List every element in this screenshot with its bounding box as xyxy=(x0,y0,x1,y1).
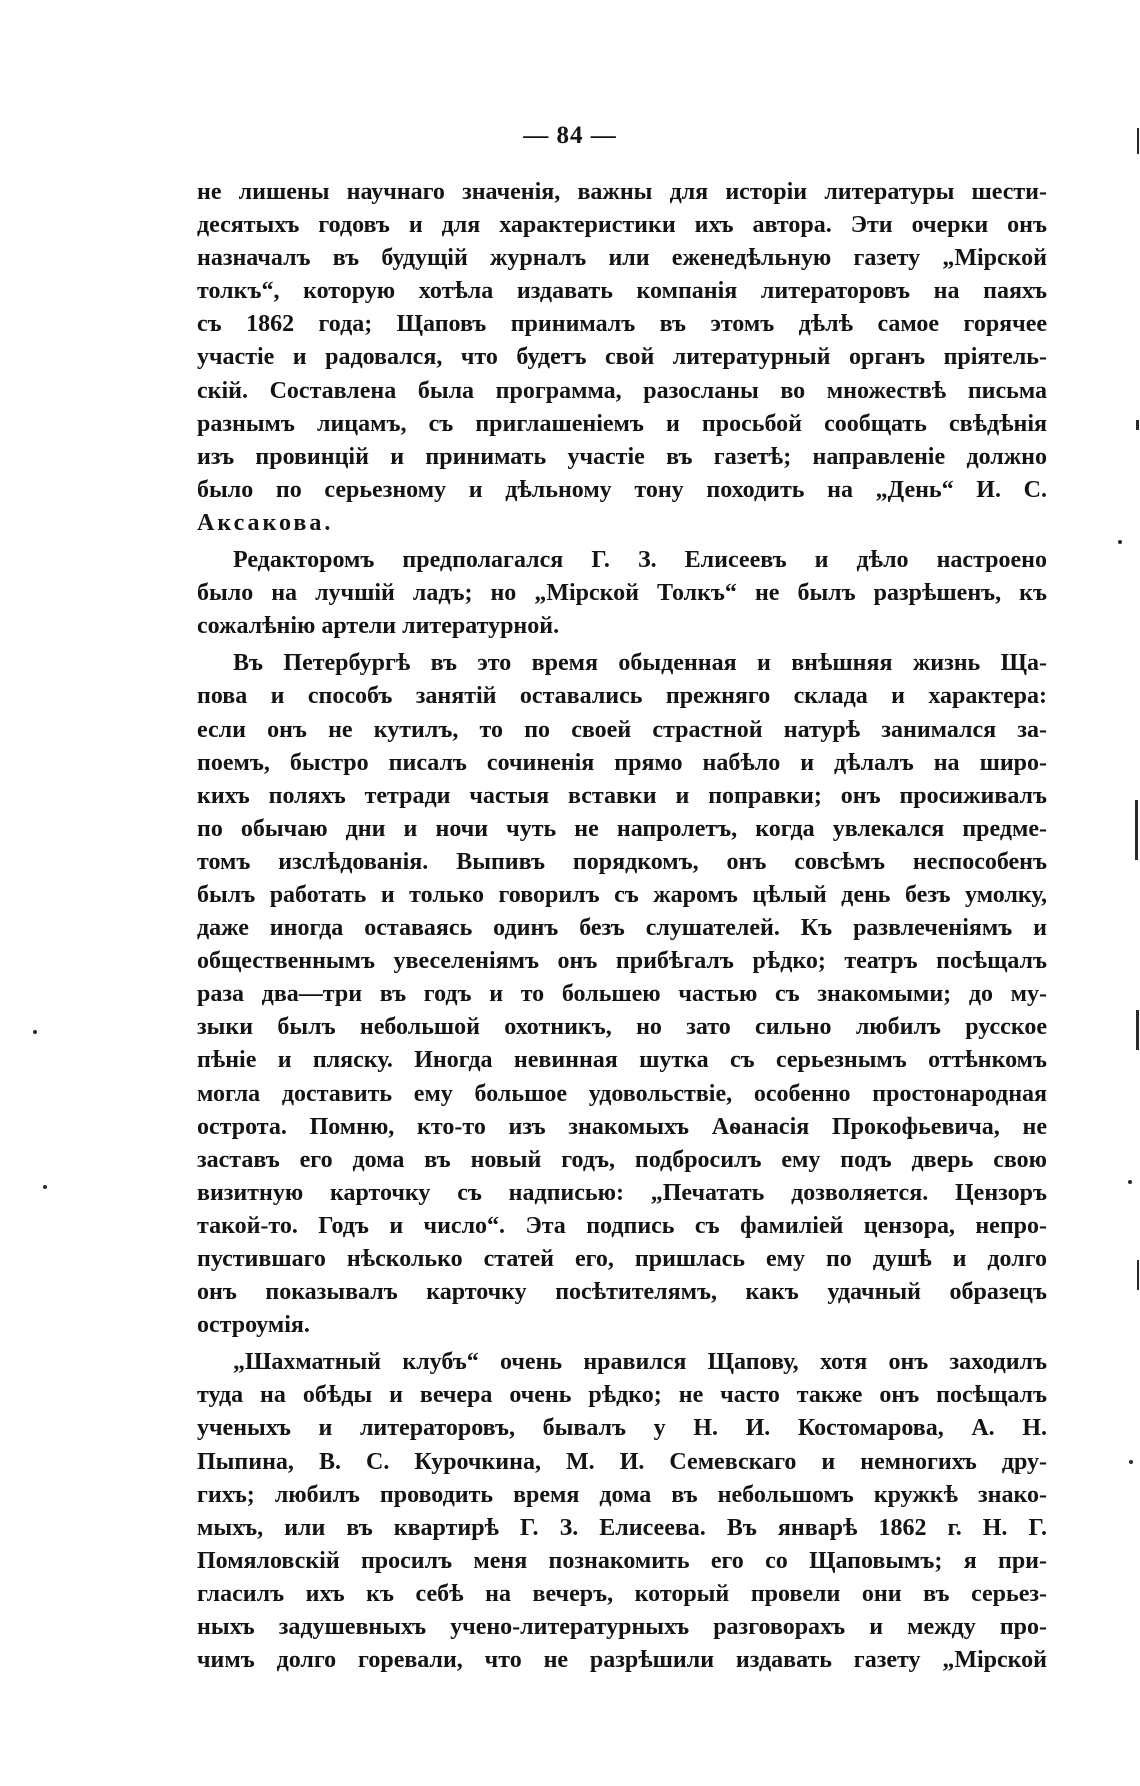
text-line: Редакторомъ предполагался Г. З. Елисеевъ и дѣло настроено xyxy=(233,547,1047,574)
text-line: зыки былъ небольшой охотникъ, но зато сильно любилъ русское xyxy=(197,1014,1047,1041)
text-line: скій. Составлена была программа, разосланы во множествѣ письма xyxy=(197,377,1047,404)
text-line: сожалѣнію артели литературной. xyxy=(197,613,560,640)
scan-edge-mark xyxy=(1136,1010,1139,1050)
text-line: Въ Петербургѣ въ это время обыденная и внѣшняя жизнь Ща- xyxy=(233,650,1047,677)
text-line: если онъ не кутилъ, то по своей страстной натурѣ занимался за- xyxy=(197,716,1047,743)
text-body xyxy=(197,176,1047,1681)
text-line: остроумія. xyxy=(197,1312,310,1339)
text-line: не лишены научнаго значенія, важны для исторіи литературы шести- xyxy=(197,179,1047,205)
paragraph xyxy=(197,544,1047,643)
text-line: изъ провинцій и принимать участіе въ газетѣ; направленіе должно xyxy=(197,443,1047,470)
text-line: пустившаго нѣсколько статей его, пришлась ему по душѣ и долго xyxy=(197,1246,1047,1272)
text-line: даже иногда оставаясь одинъ безъ слушателей. Къ развлеченіямъ и xyxy=(197,915,1047,942)
text-line: онъ показывалъ карточку посѣтителямъ, какъ удачный образецъ xyxy=(197,1279,1047,1306)
text-line: мыхъ, или въ квартирѣ Г. З. Елисеева. Въ январѣ 1862 г. Н. Г. xyxy=(197,1514,1047,1541)
text-line: гихъ; любилъ проводить время дома въ небольшомъ кружкѣ знако- xyxy=(197,1481,1047,1508)
text-line: раза два—три въ годъ и то большею частью съ знакомыми; до му- xyxy=(197,981,1047,1008)
text-line: по обычаю дни и ночи чуть не напролетъ, когда увлекался предме- xyxy=(197,815,1047,842)
text-line: гласилъ ихъ къ себѣ на вечеръ, который провели они въ серьез- xyxy=(197,1580,1047,1607)
text-line: Аксакова. xyxy=(197,509,334,536)
text-line: десятыхъ годовъ и для характеристики ихъ автора. Эти очерки онъ xyxy=(197,212,1047,239)
paragraph xyxy=(197,647,1047,1342)
text-line: чимъ долго горевали, что не разрѣшили издавать газету „Мірской xyxy=(197,1647,1047,1674)
text-line: поемъ, быстро писалъ сочиненія прямо набѣло и дѣлалъ на широ- xyxy=(197,749,1047,776)
text-line: было по серьезному и дѣльному тону походить на „День“ И. С. xyxy=(197,476,1047,503)
paragraph xyxy=(197,176,1047,540)
text-line: острота. Помню, кто-то изъ знакомыхъ Аѳанасія Прокофьевича, не xyxy=(197,1113,1047,1140)
text-line: съ 1862 года; Щаповъ принималъ въ этомъ дѣлѣ самое горячее xyxy=(197,311,1047,338)
scan-edge-mark xyxy=(1135,800,1138,860)
scan-edge-mark xyxy=(1137,1260,1139,1290)
text-line: было на лучшій ладъ; но „Мірской Толкъ“ не былъ разрѣшенъ, къ xyxy=(197,580,1047,607)
text-line: пова и способъ занятій оставались прежняго склада и характера: xyxy=(197,683,1047,710)
text-line: былъ работать и только говорилъ съ жаромъ цѣлый день безъ умолку, xyxy=(197,881,1047,908)
text-line: „Шахматный клубъ“ очень нравился Щапову, хотя онъ заходилъ xyxy=(233,1349,1047,1376)
text-line: туда на обѣды и вечера очень рѣдко; не часто также онъ посѣщалъ xyxy=(197,1382,1047,1409)
text-line: визитную карточку съ надписью: „Печатать дозволяется. Цензоръ xyxy=(197,1179,1047,1206)
page-number: — 84 — xyxy=(523,122,617,149)
text-line: ныхъ задушевныхъ учено-литературныхъ разговорахъ и между про- xyxy=(197,1614,1047,1641)
text-line: томъ изслѣдованія. Выпивъ порядкомъ, онъ совсѣмъ неспособенъ xyxy=(197,848,1047,875)
text-line: Помяловскій просилъ меня познакомить его со Щаповымъ; я при- xyxy=(197,1547,1047,1574)
text-line: могла доставить ему большое удовольствіе, особенно простонародная xyxy=(197,1080,1047,1107)
text-line: толкъ“, которую хотѣла издавать компанія литераторовъ на паяхъ xyxy=(197,278,1047,305)
scan-speck xyxy=(1128,1180,1132,1184)
text-line: пѣніе и пляску. Иногда невинная шутка съ серьезнымъ оттѣнкомъ xyxy=(197,1047,1047,1074)
text-line: участіе и радовался, что будетъ свой литературный органъ пріятель- xyxy=(197,344,1047,371)
text-line: такой-то. Годъ и число“. Эта подпись съ фамиліей цензора, непро- xyxy=(197,1212,1047,1239)
scan-edge-mark xyxy=(1136,420,1139,430)
scan-speck xyxy=(1118,540,1122,544)
scan-edge-mark xyxy=(1137,128,1139,154)
scan-speck xyxy=(33,1030,37,1034)
text-line: кихъ поляхъ тетради частыя вставки и поправки; онъ просиживалъ xyxy=(197,782,1047,809)
text-line: заставъ его дома въ новый годъ, подбросилъ ему подъ дверь свою xyxy=(197,1146,1047,1173)
text-line: Пыпина, В. С. Курочкина, М. И. Семевскаго и немногихъ дру- xyxy=(197,1448,1047,1475)
scan-speck xyxy=(1129,1460,1133,1464)
text-line: разнымъ лицамъ, съ приглашеніемъ и просьбой сообщать свѣдѣнія xyxy=(197,410,1047,437)
text-line: ученыхъ и литераторовъ, бывалъ у Н. И. Костомарова, А. Н. xyxy=(197,1415,1047,1442)
scan-speck xyxy=(43,1185,47,1189)
text-line: общественнымъ увеселеніямъ онъ прибѣгалъ рѣдко; театръ посѣщалъ xyxy=(197,948,1047,975)
text-line: назначалъ въ будущій журналъ или еженедѣльную газету „Мірской xyxy=(197,245,1047,272)
paragraph xyxy=(197,1346,1047,1677)
